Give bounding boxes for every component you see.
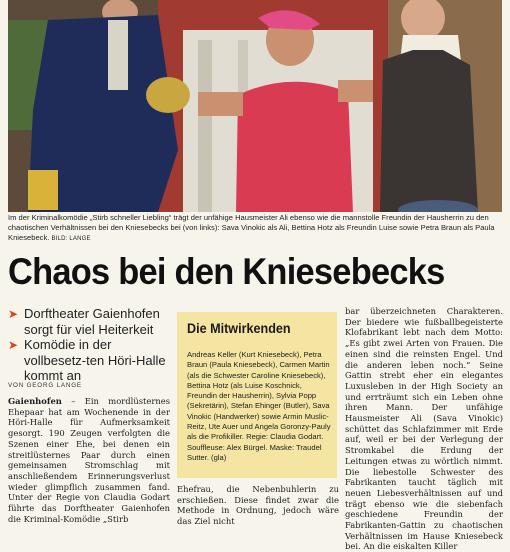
article-column-3: bar überzeichneten Charakteren. Der biedere wie fußballbegeisterte Klofabrikant lebt nach dem Motto: „Es gibt zwei Arten von Frauen. Die einen sind die reinsten Engel. Und die anderen leben noch.“ Seine Gattin strebt eher ein elegantes Luxusleben in der High Society an und errträumt sich ein Leben ohne ihren Mann. Der unfähige Hausmeister Ali (Sava Vinokic) schüttet das Schlafzimmer mit Erde auf, weil er bei der Verlegung der Stromkabel die Erdung der Leitungen etwas zu wörtlich nimmt. Die liebestolle Schwester des Fabrikanten taucht täglich mit neuen Liebesverhältnissen auf und trägt ebenso wie die siebenfach geschiedene Freundin der Fabrikanten-Gattin zu chaotischen Verhältnissen im Hause Kniesebeck bei. An die eiskalten Killer	[345, 306, 503, 552]
headline: Chaos bei den Kniesebecks	[8, 251, 445, 292]
cast-box	[177, 312, 337, 478]
stage-photo	[8, 0, 502, 212]
article-column-1	[8, 396, 170, 524]
cast-box-text: Andreas Keller (Kurt Kniesebeck), Petra Braun (Paula Kniesebeck), Carmen Martin (als die Schwester Caroline Kniesebeck), Bettina Hotz (als Luise Koschnick, Freundin der Hausherrin), Sylvia Popp (Sekretärin), Stefan Ehinger (Butler), Sava Vinokic (Handwerker) sowie Armin Muslic-Reitz, Ute Auer und Angela Goronzy-Pauly als die Profikiller. Regie: Claudia Godart. Souffleuse: Alex Bürgel. Maske: Traudel Sutter. (gla)	[187, 350, 331, 462]
article-column-2: Ehefrau, die Nebenbuhlerin zu erschießen. Diese findet zwar die Methode in Ordnung, jedoch wäre das Ziel nicht	[177, 484, 339, 527]
caption-text: Im der Kriminalkomödie „Stirb schneller Liebling“ trägt der unfähige Hausmeister Ali ebenso wie die mannstolle Freundin der Hausherrin zu den chaotischen Verhältnissen bei den Kniesebecks bei (von links): Sava Vinokic als Ali, Bettina Hotz als Freundin Luise sowie Petra Braun als Paula Kniesebeck.	[8, 213, 495, 242]
subhead-1	[8, 306, 176, 337]
cast-box-title: Die Mitwirkenden	[187, 320, 291, 336]
arrow-icon: ➤	[8, 307, 19, 321]
dateline: Gaienhofen	[8, 396, 62, 406]
stage-photo-image	[8, 0, 502, 212]
subhead-2	[8, 337, 176, 384]
photo-caption	[8, 213, 502, 244]
subheads	[8, 306, 176, 384]
subhead-1-text: Dorftheater Gaienhofen sorgt für viel Heiterkeit	[24, 306, 160, 337]
caption-credit: BILD: LANGE	[51, 236, 91, 242]
arrow-icon: ➤	[8, 338, 19, 352]
byline: VON GEORG LANGE	[8, 382, 82, 389]
subhead-2-text: Komödie in der vollbesetz-ten Höri-Halle kommt an	[24, 337, 166, 383]
column-1-text: – Ein mordlüsternes Ehepaar hat am Wochenende in der Höri-Halle für Aufmerksamkeit gesorgt. 190 Zeugen verfolgten die Szenen einer Ehe, bei denen ein streitlüsternes Paar durch einen gemeinsamen Stromschlag mit anschließendem Erinnerungsverlust wieder glimpflich zusammen fand. Unter der Regie von Claudia Godart führte das Dorftheater Gaienhofen die Kriminal-Komödie „Stirb	[8, 396, 170, 524]
